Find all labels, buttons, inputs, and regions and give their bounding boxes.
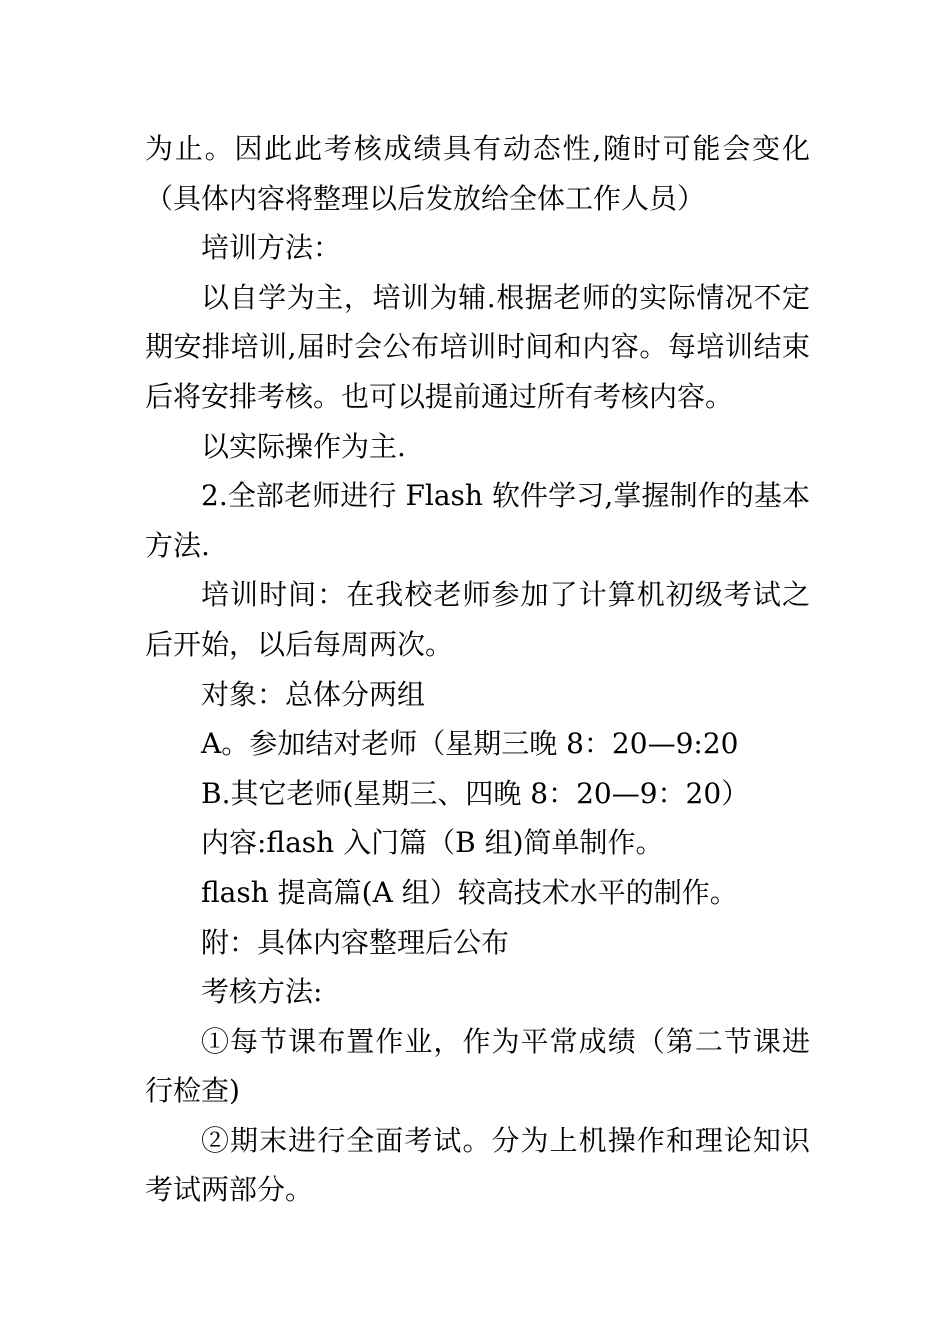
paragraph-appendix-note: 附：具体内容整理后公布	[201, 925, 510, 959]
paragraph-target-groups: 对象：总体分两组	[201, 677, 426, 711]
paragraph-content-advanced: flash 提高篇(A 组）较高技术水平的制作。	[201, 875, 738, 909]
paragraph-assessment-final-exam: ②期末进行全面考试。分为上机操作和理论知识考试两部分。	[145, 1123, 810, 1207]
paragraph-assessment-heading: 考核方法:	[201, 975, 323, 1009]
paragraph-self-study: 以自学为主，培训为辅.根据老师的实际情况不定期安排培训,届时会公布培训时间和内容。每培训结束后将安排考核。也可以提前通过所有考核内容。	[145, 280, 810, 413]
document-body	[145, 124, 810, 1215]
paragraph-continuation: 为止。因此此考核成绩具有动态性,随时可能会变化（具体内容将整理以后发放给全体工作人员）	[145, 132, 810, 215]
paragraph-assessment-homework: ①每节课布置作业，作为平常成绩（第二节课进行检查)	[145, 1024, 810, 1108]
paragraph-content-intro: 内容:flash 入门篇（B 组)简单制作。	[201, 826, 664, 860]
paragraph-group-a: A。参加结对老师（星期三晚 8：20—9:20	[201, 727, 739, 761]
paragraph-flash-learning: 2.全部老师进行 Flash 软件学习,掌握制作的基本方法.	[145, 479, 810, 562]
paragraph-group-b: B.其它老师(星期三、四晚 8：20—9：20）	[201, 776, 750, 810]
paragraph-training-method-heading: 培训方法：	[201, 231, 342, 265]
paragraph-practice-focus: 以实际操作为主.	[201, 429, 406, 463]
paragraph-training-time: 培训时间：在我校老师参加了计算机初级考试之后开始，以后每周两次。	[145, 578, 810, 661]
